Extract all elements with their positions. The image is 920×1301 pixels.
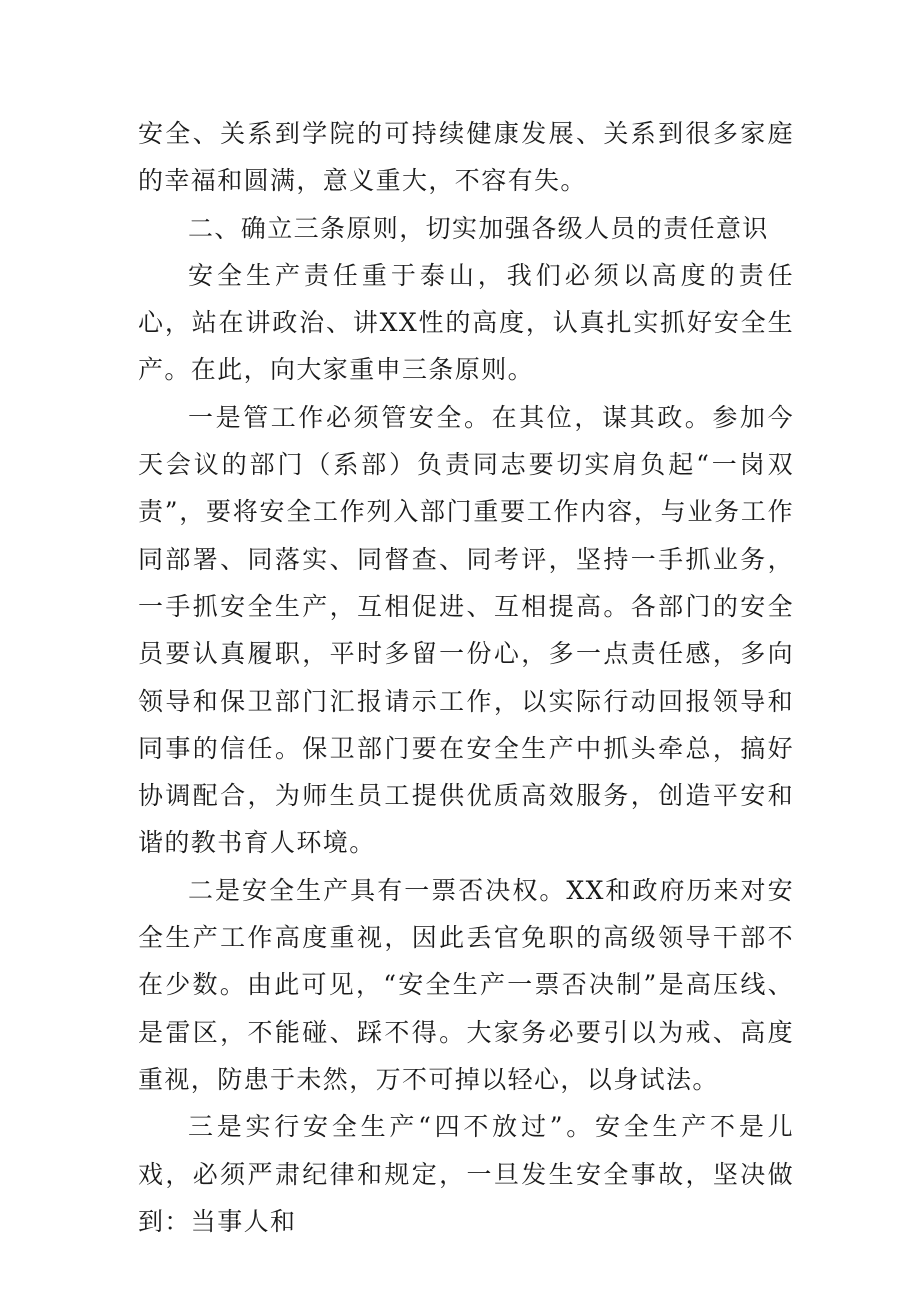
document-body [138, 110, 794, 1245]
paragraph-principle-three: 三是实行安全生产“四不放过”。安全生产不是儿戏，必须严肃纪律和规定，一旦发生安全事故，坚决做到：当事人和 [138, 1112, 794, 1236]
paragraph-principle-one: 一是管工作必须管安全。在其位，谋其政。参加今天会议的部门（系部）负责同志要切实肩负起“一岗双责”，要将安全工作列入部门重要工作内容，与业务工作同部署、同落实、同督查、同考评，坚持一手抓业务，一手抓安全生产，互相促进、互相提高。各部门的安全员要认真履职，平时多留一份心，多一点责任感，多向领导和保卫部门汇报请示工作，以实际行动回报领导和同事的信任。保卫部门要在安全生产中抓头牵总，搞好协调配合，为师生员工提供优质高效服务，创造平安和谐的教书育人环境。 [138, 402, 794, 858]
paragraph-continued-intro: 安全、关系到学院的可持续健康发展、关系到很多家庭的幸福和圆满，意义重大，不容有失。 [138, 119, 794, 196]
section-heading-three-principles: 二、确立三条原则，切实加强各级人员的责任意识 [188, 213, 769, 243]
paragraph-principle-two: 二是安全生产具有一票否决权。XX和政府历来对安全生产工作高度重视，因此丢官免职的高级领导干部不在少数。由此可见，“安全生产一票否决制”是高压线、是雷区，不能碰、踩不得。大家务必要引以为戒、高度重视，防患于未然，万不可掉以轻心，以身试法。 [138, 875, 794, 1094]
paragraph-responsibility: 安全生产责任重于泰山，我们必须以高度的责任心，站在讲政治、讲XX性的高度，认真扎实抓好安全生产。在此，向大家重申三条原则。 [138, 260, 794, 385]
